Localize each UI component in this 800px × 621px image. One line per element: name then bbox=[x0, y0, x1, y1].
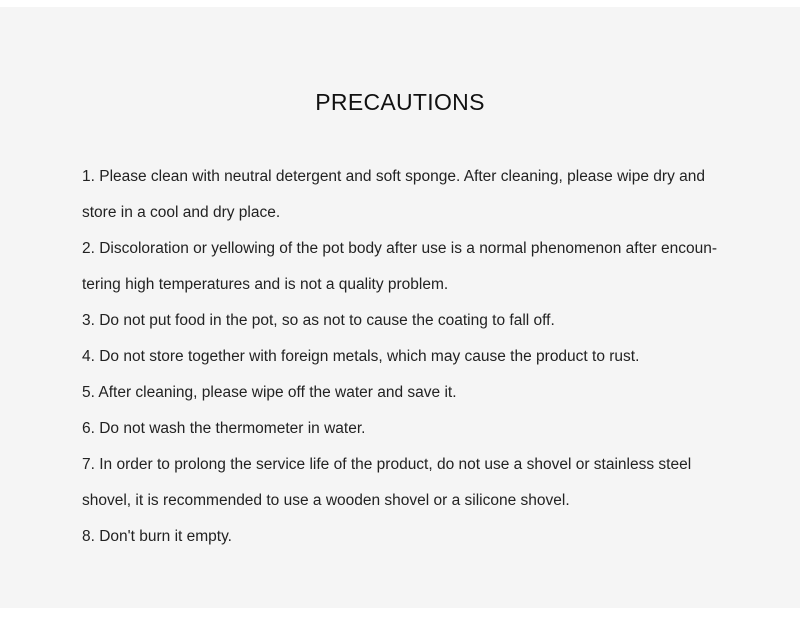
precaution-line: 2. Discoloration or yellowing of the pot body after use is a normal phenomenon after encoun- bbox=[82, 240, 718, 257]
precaution-line: store in a cool and dry place. bbox=[82, 204, 281, 221]
precaution-line: tering high temperatures and is not a quality problem. bbox=[82, 276, 449, 293]
precaution-line: 6. Do not wash the thermometer in water. bbox=[82, 420, 366, 437]
precautions-list bbox=[82, 159, 752, 555]
precautions-panel bbox=[0, 7, 800, 608]
precaution-line: 5. After cleaning, please wipe off the water and save it. bbox=[82, 384, 457, 401]
precaution-line: 8. Don't burn it empty. bbox=[82, 528, 232, 545]
precaution-line: shovel, it is recommended to use a wooden shovel or a silicone shovel. bbox=[82, 492, 570, 509]
precaution-line: 1. Please clean with neutral detergent and soft sponge. After cleaning, please wipe dry and bbox=[82, 168, 705, 185]
precaution-line: 3. Do not put food in the pot, so as not to cause the coating to fall off. bbox=[82, 312, 555, 329]
precaution-line: 4. Do not store together with foreign metals, which may cause the product to rust. bbox=[82, 348, 640, 365]
precaution-line: 7. In order to prolong the service life of the product, do not use a shovel or stainless steel bbox=[82, 456, 692, 473]
page-title: PRECAUTIONS bbox=[315, 89, 485, 115]
